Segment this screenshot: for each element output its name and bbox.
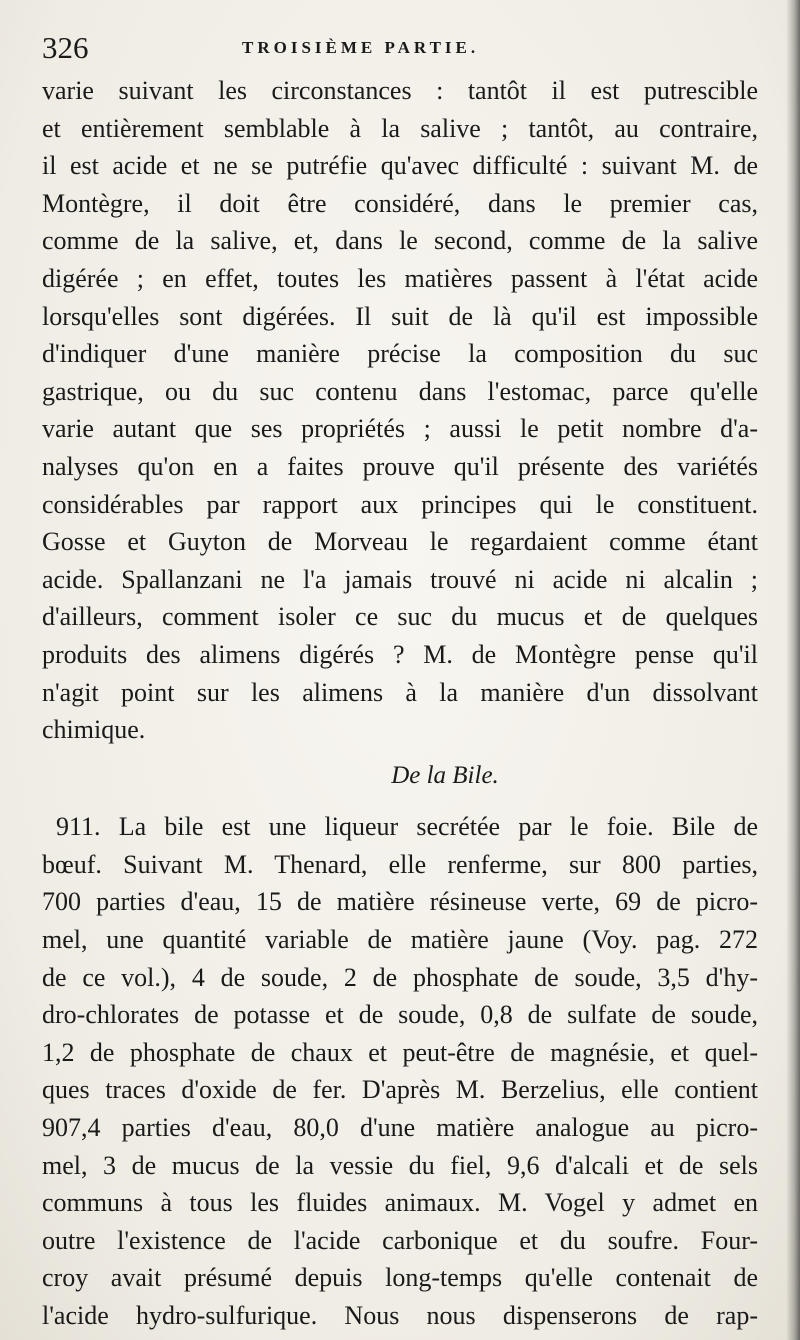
paragraph-gastric-juice (42, 72, 758, 749)
text-line: Gosse et Guyton de Morveau le regardaient comme étant (42, 527, 758, 557)
text-line: et entièrement semblable à la salive ; tantôt, au contraire, (42, 113, 758, 143)
text-line: d'ailleurs, comment isoler ce suc du mucus et de quelques (42, 602, 758, 632)
page-header (42, 30, 762, 70)
text-line: il est acide et ne se putréfie qu'avec difficulté : suivant M. de (42, 151, 758, 181)
text-line: outre l'existence de l'acide carbonique et du soufre. Four- (42, 1225, 758, 1255)
text-line: considérables par rapport aux principes qui le constituent. (42, 489, 758, 519)
text-line: d'indiquer d'une manière précise la composition du suc (42, 339, 758, 369)
text-line: nalyses qu'on en a faites prouve qu'il présente des variétés (42, 451, 758, 481)
text-line: dro-chlorates de potasse et de soude, 0,8 de sulfate de soude, (42, 1000, 758, 1030)
paragraph-bile (42, 808, 758, 1334)
text-line: bœuf. Suivant M. Thenard, elle renferme, sur 800 parties, (42, 849, 758, 879)
text-line: 1,2 de phosphate de chaux et peut-être de magnésie, et quel- (42, 1037, 758, 1067)
running-head: TROISIÈME PARTIE. (242, 38, 480, 57)
text-line: varie suivant les circonstances : tantôt il est putrescible (42, 76, 758, 105)
text-line: communs à tous les fluides animaux. M. Vogel y admet en (42, 1188, 758, 1218)
text-line: 700 parties d'eau, 15 de matière résineuse verte, 69 de picro- (42, 887, 758, 917)
text-line: mel, 3 de mucus de la vessie du fiel, 9,6 d'alcali et de sels (42, 1150, 758, 1180)
section-title: De la Bile. (391, 761, 499, 789)
page-spine-shadow (786, 0, 800, 1340)
text-line: 911. La bile est une liqueur secrétée par le foie. Bile de (56, 812, 758, 842)
text-line: ques traces d'oxide de fer. D'après M. Berzelius, elle contient (42, 1075, 758, 1105)
text-line: comme de la salive, et, dans le second, comme de la salive (42, 226, 758, 256)
text-line: digérée ; en effet, toutes les matières passent à l'état acide (42, 263, 758, 293)
text-line: de ce vol.), 4 de soude, 2 de phosphate de soude, 3,5 d'hy- (42, 962, 758, 992)
text-line: Montègre, il doit être considéré, dans le premier cas, (42, 188, 758, 218)
text-line: l'acide hydro-sulfurique. Nous nous dispenserons de rap- (42, 1301, 758, 1330)
text-line: croy avait présumé depuis long-temps qu'elle contenait de (42, 1263, 758, 1293)
text-block (42, 72, 758, 1335)
text-line: mel, une quantité variable de matière jaune (Voy. pag. 272 (42, 925, 758, 955)
text-line: produits des alimens digérés ? M. de Montègre pense qu'il (42, 639, 758, 669)
text-line: acide. Spallanzani ne l'a jamais trouvé ni acide ni alcalin ; (42, 564, 758, 594)
text-line: 907,4 parties d'eau, 80,0 d'une matière analogue au picro- (42, 1113, 758, 1143)
text-line: n'agit point sur les alimens à la manière d'un dissolvant (42, 677, 758, 707)
text-line: lorsqu'elles sont digérées. Il suit de là qu'il est impossible (42, 301, 758, 331)
text-line: gastrique, ou du suc contenu dans l'estomac, parce qu'elle (42, 376, 758, 406)
text-line: chimique. (42, 715, 146, 745)
page-number: 326 (42, 30, 89, 65)
text-line: varie autant que ses propriétés ; aussi le petit nombre d'a- (42, 414, 758, 444)
